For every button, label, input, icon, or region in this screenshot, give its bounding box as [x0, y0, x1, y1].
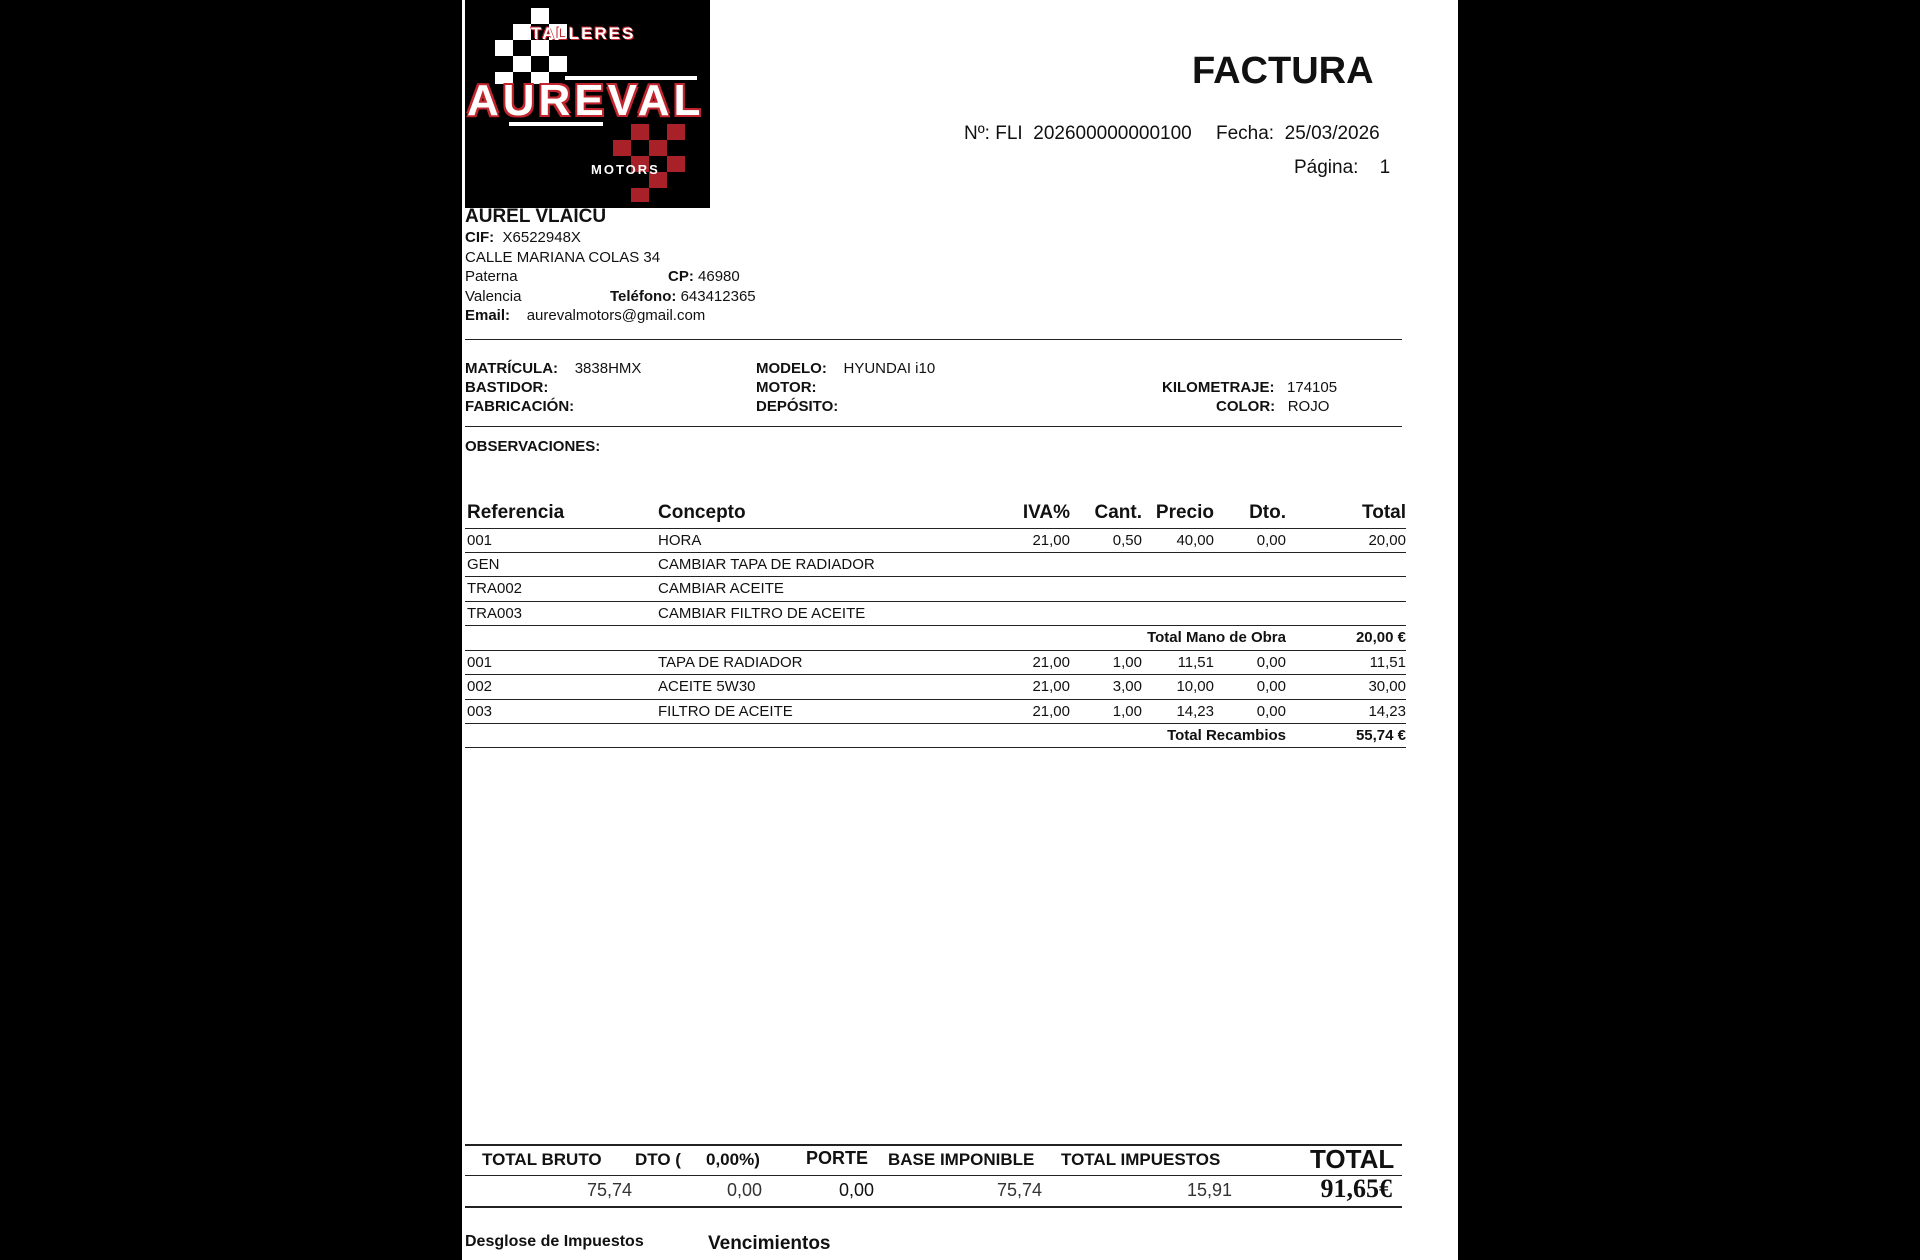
- row-divider: [465, 576, 1406, 577]
- col-header-disc: Dto.: [1249, 502, 1286, 523]
- logo-main-text: AUREVAL: [467, 76, 705, 125]
- invoice-number-label: Nº:: [964, 123, 990, 144]
- company-name: AUREL VLAICU: [465, 206, 607, 227]
- row-iva: 21,00: [1032, 654, 1070, 671]
- divider: [465, 426, 1402, 427]
- col-header-qty: Cant.: [1094, 502, 1142, 523]
- parts-total-value: 55,74 €: [1355, 727, 1406, 744]
- invoice-date: 25/03/2026: [1284, 123, 1380, 144]
- row-iva: 21,00: [1032, 532, 1070, 549]
- row-concept: CAMBIAR ACEITE: [658, 580, 784, 597]
- col-header-total: Total: [1362, 502, 1406, 523]
- page-label: Página:: [1294, 157, 1359, 178]
- km-value: 174105: [1287, 379, 1338, 396]
- base-value: 75,74: [996, 1180, 1042, 1200]
- manufacture-label: FABRICACIÓN:: [465, 398, 575, 415]
- invoice-date-line: [1216, 123, 1380, 145]
- cif-value: X6522948X: [502, 229, 581, 246]
- col-header-iva: IVA%: [1022, 502, 1070, 523]
- notes-label: OBSERVACIONES:: [465, 438, 601, 455]
- labor-total-value: 20,00 €: [1355, 629, 1406, 646]
- page-number: 1: [1379, 157, 1391, 178]
- gross-value: 75,74: [586, 1180, 632, 1200]
- row-divider: [465, 674, 1406, 675]
- row-ref: 001: [467, 532, 493, 549]
- row-total: 14,23: [1368, 703, 1406, 720]
- gross-label: TOTAL BRUTO: [482, 1150, 602, 1169]
- row-concept: ACEITE 5W30: [658, 678, 756, 695]
- row-divider: [465, 601, 1406, 602]
- company-logo: [465, 0, 710, 208]
- total-label: TOTAL: [1310, 1144, 1395, 1174]
- chassis-label: BASTIDOR:: [465, 379, 549, 396]
- color-label: COLOR:: [1216, 398, 1276, 415]
- row-ref: GEN: [467, 556, 500, 573]
- color-value: ROJO: [1287, 398, 1330, 415]
- row-divider: [465, 650, 1406, 651]
- row-divider: [465, 528, 1406, 529]
- row-total: 11,51: [1369, 654, 1406, 671]
- tax-value: 15,91: [1186, 1180, 1232, 1200]
- row-iva: 21,00: [1032, 678, 1070, 695]
- deposit-label: DEPÓSITO:: [756, 398, 839, 415]
- row-disc: 0,00: [1256, 678, 1286, 695]
- row-qty: 0,50: [1112, 532, 1142, 549]
- row-price: 40,00: [1176, 532, 1214, 549]
- model-label: MODELO:: [756, 360, 827, 377]
- discount-label: DTO (: [635, 1150, 681, 1169]
- row-divider: [465, 723, 1406, 724]
- row-concept: CAMBIAR FILTRO DE ACEITE: [658, 605, 866, 622]
- logo-bottom-text: MOTORS: [591, 162, 660, 177]
- invoice-series: FLI: [995, 123, 1023, 144]
- due-dates-label: Vencimientos: [708, 1233, 831, 1254]
- col-header-ref: Referencia: [467, 502, 565, 523]
- cif-label: CIF:: [465, 229, 495, 246]
- invoice-title: FACTURA: [1192, 50, 1374, 92]
- row-concept: FILTRO DE ACEITE: [658, 703, 793, 720]
- labor-total-label: Total Mano de Obra: [1147, 629, 1286, 646]
- model-value: HYUNDAI i10: [843, 360, 936, 377]
- row-ref: 002: [467, 678, 493, 695]
- company-city: Paterna: [465, 268, 518, 285]
- row-divider: [465, 747, 1406, 748]
- base-label: BASE IMPONIBLE: [888, 1150, 1035, 1169]
- row-total: 20,00: [1368, 532, 1406, 549]
- row-price: 14,23: [1176, 703, 1214, 720]
- row-iva: 21,00: [1032, 703, 1070, 720]
- discount-value: 0,00: [726, 1180, 762, 1200]
- phone-label: Teléfono:: [610, 288, 677, 305]
- row-qty: 1,00: [1112, 703, 1142, 720]
- col-header-concept: Concepto: [658, 502, 746, 523]
- totals-top-divider: [465, 1144, 1402, 1146]
- km-label: KILOMETRAJE:: [1162, 379, 1275, 396]
- row-ref: 001: [467, 654, 493, 671]
- vehicle-color: [1216, 398, 1329, 415]
- row-concept: HORA: [658, 532, 702, 549]
- shipping-value: 0,00: [838, 1180, 874, 1200]
- tax-label: TOTAL IMPUESTOS: [1061, 1150, 1221, 1169]
- invoice-date-label: Fecha:: [1216, 123, 1275, 144]
- row-concept: CAMBIAR TAPA DE RADIADOR: [658, 556, 875, 573]
- vehicle-model: [756, 360, 935, 377]
- divider: [465, 339, 1402, 340]
- phone-value: 643412365: [680, 288, 756, 305]
- company-address: CALLE MARIANA COLAS 34: [465, 249, 661, 266]
- row-total: 30,00: [1368, 678, 1406, 695]
- row-ref: TRA003: [467, 605, 523, 622]
- invoice-number: 202600000000100: [1033, 123, 1192, 144]
- totals-bottom-divider: [465, 1206, 1402, 1208]
- discount-pct: 0,00%): [706, 1150, 760, 1169]
- company-province: Valencia: [465, 288, 522, 305]
- row-divider: [465, 699, 1406, 700]
- email-label: Email:: [465, 307, 511, 324]
- page-number-line: [1294, 157, 1390, 179]
- total-value: 91,65€: [1320, 1174, 1392, 1203]
- logo-top-text: TALLERES: [531, 24, 636, 43]
- tax-breakdown-label: Desglose de Impuestos: [465, 1233, 644, 1250]
- row-qty: 3,00: [1112, 678, 1142, 695]
- cp-value: 46980: [698, 268, 740, 285]
- plate-value: 3838HMX: [574, 360, 642, 377]
- row-ref: 003: [467, 703, 493, 720]
- col-header-price: Precio: [1155, 502, 1214, 523]
- row-qty: 1,00: [1112, 654, 1142, 671]
- company-cif: [465, 229, 581, 246]
- row-price: 10,00: [1176, 678, 1214, 695]
- company-phone: [610, 288, 756, 305]
- company-cp: [668, 268, 740, 285]
- engine-label: MOTOR:: [756, 379, 817, 396]
- parts-total-label: Total Recambios: [1167, 727, 1286, 744]
- vehicle-km: [1162, 379, 1337, 396]
- company-email: [465, 307, 705, 324]
- row-price: 11,51: [1177, 654, 1214, 671]
- shipping-label: PORTE: [806, 1148, 869, 1168]
- invoice-number-line: [964, 123, 1192, 145]
- row-ref: TRA002: [467, 580, 523, 597]
- row-disc: 0,00: [1256, 703, 1286, 720]
- email-value: aurevalmotors@gmail.com: [526, 307, 706, 324]
- plate-label: MATRÍCULA:: [465, 360, 559, 377]
- cp-label: CP:: [668, 268, 694, 285]
- row-divider: [465, 552, 1406, 553]
- row-concept: TAPA DE RADIADOR: [658, 654, 803, 671]
- row-disc: 0,00: [1256, 654, 1286, 671]
- row-divider: [465, 625, 1406, 626]
- row-disc: 0,00: [1256, 532, 1286, 549]
- invoice-page: [462, 0, 1458, 1260]
- vehicle-plate: [465, 360, 641, 377]
